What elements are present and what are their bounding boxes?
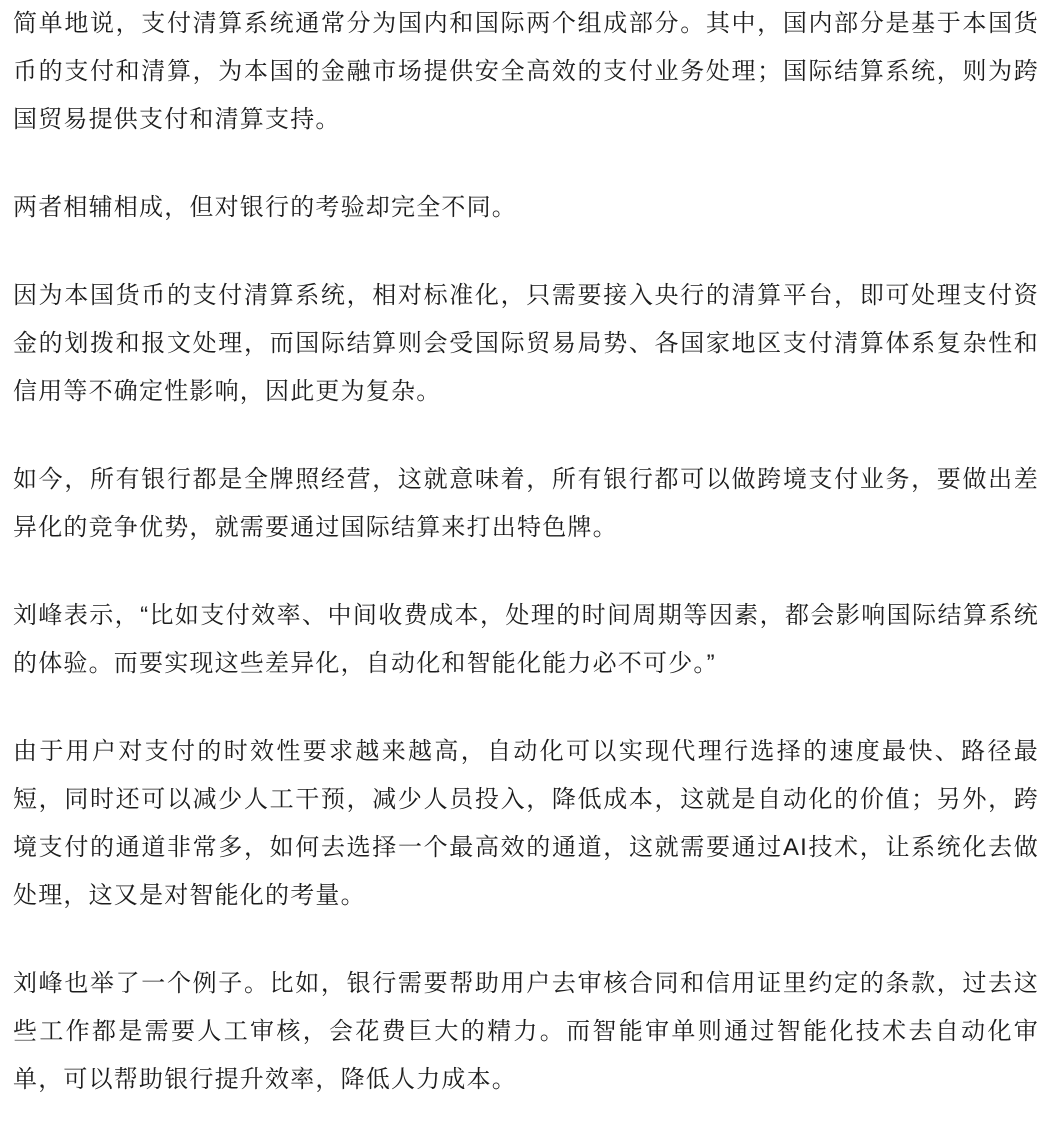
paragraph-liufeng-quote: 刘峰表示，“比如支付效率、中间收费成本，处理的时间周期等因素，都会影响国际结算系统的体验。而要实现这些差异化，自动化和智能化能力必不可少。”: [13, 602, 1039, 677]
paragraph-liufeng-example: 刘峰也举了一个例子。比如，银行需要帮助用户去审核合同和信用证里约定的条款，过去这些工作都是需要人工审核，会花费巨大的精力。而智能审单则通过智能化技术去自动化审单，可以帮助银行提升效率，降低人力成本。: [13, 970, 1039, 1093]
paragraph-two-parts-differ: 两者相辅相成，但对银行的考验却完全不同。: [13, 194, 517, 221]
paragraph-full-license-competition: 如今，所有银行都是全牌照经营，这就意味着，所有银行都可以做跨境支付业务，要做出差异化的竞争优势，就需要通过国际结算来打出特色牌。: [13, 466, 1039, 541]
paragraph-automation-value: 由于用户对支付的时效性要求越来越高，自动化可以实现代理行选择的速度最快、路径最短，同时还可以减少人工干预，减少人员投入，降低成本，这就是自动化的价值；另外，跨境支付的通道非常多，如何去选择一个最高效的通道，这就需要通过AI技术，让系统化去做处理，这又是对智能化的考量。: [13, 738, 1039, 909]
paragraph-intro-payment-clearing: 简单地说，支付清算系统通常分为国内和国际两个组成部分。其中，国内部分是基于本国货币的支付和清算，为本国的金融市场提供安全高效的支付业务处理；国际结算系统，则为跨国贸易提供支付和清算支持。: [13, 10, 1039, 133]
paragraph-domestic-vs-international: 因为本国货币的支付清算系统，相对标准化，只需要接入央行的清算平台，即可处理支付资金的划拨和报文处理，而国际结算则会受国际贸易局势、各国家地区支付清算体系复杂性和信用等不确定性影响，因此更为复杂。: [13, 282, 1039, 405]
